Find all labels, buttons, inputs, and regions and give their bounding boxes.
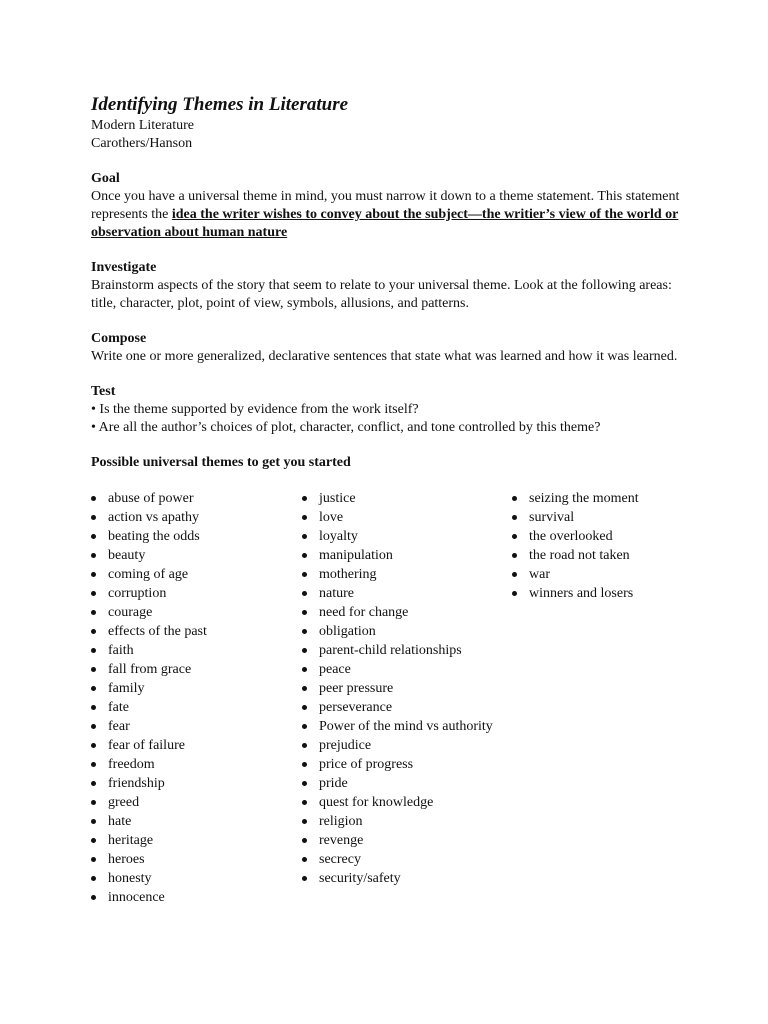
theme-list-item: family <box>91 679 291 698</box>
investigate-section <box>91 259 681 313</box>
theme-list-item: prejudice <box>302 736 502 755</box>
theme-list-item: survival <box>512 508 682 527</box>
theme-list-item: pride <box>302 774 502 793</box>
theme-list-item: friendship <box>91 774 291 793</box>
test-question: • Is the theme supported by evidence from the work itself? <box>91 402 419 417</box>
theme-list-item: peace <box>302 660 502 679</box>
theme-list-item: effects of the past <box>91 622 291 641</box>
theme-list-item: action vs apathy <box>91 508 291 527</box>
theme-list-item: fear of failure <box>91 736 291 755</box>
theme-list-item: faith <box>91 641 291 660</box>
goal-section <box>91 170 681 242</box>
theme-list-item: honesty <box>91 869 291 888</box>
theme-list-item: coming of age <box>91 565 291 584</box>
theme-list-item: justice <box>302 489 502 508</box>
theme-list-item: Power of the mind vs authority <box>302 717 502 736</box>
themes-column-1 <box>91 489 291 907</box>
theme-list-item: winners and losers <box>512 584 682 603</box>
goal-emphasis: idea the writer wishes to convey about the subject—the writier’s view of the world or observation about human nature <box>91 207 679 240</box>
themes-column-3 <box>512 489 682 603</box>
theme-list-item: love <box>302 508 502 527</box>
compose-heading: Compose <box>91 331 147 346</box>
theme-list-item: obligation <box>302 622 502 641</box>
theme-list-item: hate <box>91 812 291 831</box>
theme-list-item: the overlooked <box>512 527 682 546</box>
theme-list-item: security/safety <box>302 869 502 888</box>
theme-list-item: mothering <box>302 565 502 584</box>
theme-list-item: revenge <box>302 831 502 850</box>
theme-list-item: fate <box>91 698 291 717</box>
theme-list-item: fear <box>91 717 291 736</box>
theme-list-item: corruption <box>91 584 291 603</box>
theme-list-item: heroes <box>91 850 291 869</box>
theme-list-item: the road not taken <box>512 546 682 565</box>
theme-list-item: beating the odds <box>91 527 291 546</box>
investigate-text: Brainstorm aspects of the story that seem to relate to your universal theme. Look at the following areas: title, character, plot, point of view, symbols, allusions, and patterns. <box>91 278 672 311</box>
document-page <box>91 93 681 909</box>
theme-list-item: freedom <box>91 755 291 774</box>
theme-list-item: manipulation <box>302 546 502 565</box>
compose-section <box>91 330 681 366</box>
test-heading: Test <box>91 384 116 399</box>
theme-list-item: innocence <box>91 888 291 907</box>
goal-text <box>91 188 681 242</box>
theme-list-item: religion <box>302 812 502 831</box>
theme-list-item: price of progress <box>302 755 502 774</box>
themes-heading: Possible universal themes to get you started <box>91 455 351 470</box>
theme-list-item: heritage <box>91 831 291 850</box>
themes-column-2 <box>302 489 502 888</box>
theme-list-item: beauty <box>91 546 291 565</box>
theme-list-item: fall from grace <box>91 660 291 679</box>
document-title: Identifying Themes in Literature <box>91 94 349 115</box>
test-section <box>91 383 681 437</box>
theme-list-item: parent-child relationships <box>302 641 502 660</box>
theme-list-item: quest for knowledge <box>302 793 502 812</box>
test-question: • Are all the author’s choices of plot, character, conflict, and tone controlled by this theme? <box>91 420 601 435</box>
theme-list-item: greed <box>91 793 291 812</box>
theme-list-item: courage <box>91 603 291 622</box>
compose-text: Write one or more generalized, declarative sentences that state what was learned and how it was learned. <box>91 349 678 364</box>
theme-list-item: nature <box>302 584 502 603</box>
theme-list-item: abuse of power <box>91 489 291 508</box>
themes-list <box>91 489 681 909</box>
goal-heading: Goal <box>91 171 120 186</box>
theme-list-item: need for change <box>302 603 502 622</box>
author-names: Carothers/Hanson <box>91 136 193 151</box>
goal-text-intro: Once you have a universal theme in mind, you must narrow it down to a theme statement. This statement represents the <box>91 189 680 222</box>
theme-list-item: secrecy <box>302 850 502 869</box>
theme-list-item: loyalty <box>302 527 502 546</box>
theme-list-item: war <box>512 565 682 584</box>
theme-list-item: peer pressure <box>302 679 502 698</box>
investigate-heading: Investigate <box>91 260 157 275</box>
course-name: Modern Literature <box>91 118 195 133</box>
theme-list-item: seizing the moment <box>512 489 682 508</box>
theme-list-item: perseverance <box>302 698 502 717</box>
